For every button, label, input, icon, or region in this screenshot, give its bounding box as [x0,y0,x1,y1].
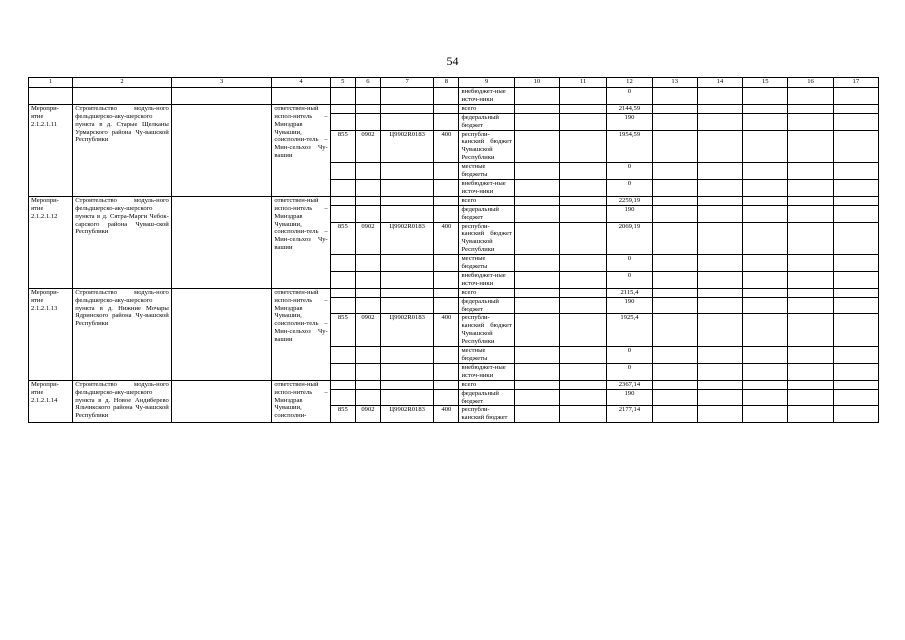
csr-cell [381,104,434,113]
header-cell: 17 [833,78,878,88]
empty-cell [833,288,878,297]
amount-cell: 190 [607,297,652,314]
empty-cell [330,88,355,105]
empty-cell [743,113,788,130]
vr-cell [434,205,459,222]
rzpr-cell [355,255,380,272]
empty-cell [743,163,788,180]
event-name-cell: Строительство модуль-ного фельдшерско-аку-шерского пункта в д. Сятра-Марги Чебок-сарского района Чуваш-ской Республики [73,196,172,288]
header-cell: 5 [330,78,355,88]
empty-cell [788,389,833,406]
header-cell: 11 [560,78,607,88]
vr-cell: 400 [434,406,459,423]
empty-cell [560,222,607,255]
amount-cell: 2367,14 [607,380,652,389]
grbs-cell [330,297,355,314]
empty-cell [833,380,878,389]
empty-cell [833,389,878,406]
grbs-cell [330,389,355,406]
empty-cell [833,163,878,180]
event-code-cell: Меропри-ятие 2.1.2.1.11 [29,104,73,196]
rzpr-cell [355,113,380,130]
empty-cell [652,363,697,380]
empty-cell [652,271,697,288]
grbs-cell [330,363,355,380]
funding-source-cell: республи-канский бюджет Чувашской Республики [459,314,514,347]
empty-cell [697,179,742,196]
rzpr-cell: 0902 [355,222,380,255]
amount-cell: 0 [607,163,652,180]
empty-cell [514,205,559,222]
header-cell: 8 [434,78,459,88]
csr-cell [381,389,434,406]
page-number: 54 [446,54,459,68]
empty-cell [833,104,878,113]
grbs-cell [330,163,355,180]
rzpr-cell [355,196,380,205]
funding-source-cell: федеральный бюджет [459,113,514,130]
header-cell: 10 [514,78,559,88]
grbs-cell [330,271,355,288]
empty-cell [697,380,742,389]
empty-cell [788,113,833,130]
header-cell: 4 [272,78,330,88]
empty-cell [514,297,559,314]
empty-cell [171,88,272,105]
funding-source-cell: федеральный бюджет [459,205,514,222]
table-row [29,104,879,113]
empty-cell [788,222,833,255]
empty-cell [788,130,833,163]
empty-cell [73,88,172,105]
csr-cell [381,347,434,364]
empty-cell [560,347,607,364]
empty-cell [652,255,697,272]
csr-cell [381,205,434,222]
empty-cell [833,271,878,288]
empty-cell [560,196,607,205]
empty-cell [833,406,878,423]
empty-cell [833,113,878,130]
csr-cell: Ц9902R0183 [381,406,434,423]
empty-cell [560,255,607,272]
funding-source-cell: всего [459,288,514,297]
empty-cell [697,205,742,222]
event-name-cell: Строительство модуль-ного фельдшерско-аку-шерского пункта в д. Нижние Мочары Ядринского района Чу-вашской Республики [73,288,172,380]
empty-cell [788,255,833,272]
grbs-cell [330,288,355,297]
empty-cell [560,163,607,180]
event-code-cell: Меропри-ятие 2.1.2.1.14 [29,380,73,423]
amount-cell: 0 [607,255,652,272]
funding-source-cell: внебюджет-ные источ-ники [459,179,514,196]
header-cell: 13 [652,78,697,88]
empty-cell [652,113,697,130]
empty-cell [514,314,559,347]
vr-cell [434,288,459,297]
empty-cell [434,88,459,105]
empty-cell [788,205,833,222]
event-name-cell: Строительство модуль-ного фельдшерско-аку-шерского пункта в д. Новое Андиберево Яльчикского района Чу-вашской Республики [73,380,172,423]
funding-source-cell: всего [459,104,514,113]
amount-cell: 0 [607,363,652,380]
empty-cell [697,255,742,272]
empty-cell [514,163,559,180]
funding-source-cell: федеральный бюджет [459,389,514,406]
budget-table [28,77,879,423]
amount-cell: 2069,19 [607,222,652,255]
empty-cell [514,179,559,196]
empty-cell [652,406,697,423]
empty-cell [788,363,833,380]
rzpr-cell [355,347,380,364]
header-cell: 14 [697,78,742,88]
rzpr-cell [355,179,380,196]
header-cell: 3 [171,78,272,88]
rzpr-cell: 0902 [355,314,380,347]
empty-cell [560,271,607,288]
empty-cell [697,222,742,255]
grbs-cell [330,113,355,130]
amount-cell: 190 [607,113,652,130]
empty-cell [788,380,833,389]
rzpr-cell [355,205,380,222]
empty-cell [743,406,788,423]
funding-source-cell: внебюджет-ные источ-ники [459,271,514,288]
empty-cell [652,314,697,347]
empty-cell [833,314,878,347]
amount-cell: 0 [607,88,652,105]
empty-cell [652,288,697,297]
empty-cell [833,255,878,272]
empty-cell [514,406,559,423]
csr-cell: Ц9902R0183 [381,130,434,163]
vr-cell: 400 [434,314,459,347]
vr-cell [434,389,459,406]
empty-cell [788,297,833,314]
empty-cell [514,88,559,105]
table-row [29,288,879,297]
empty-cell [171,288,272,380]
rzpr-cell [355,380,380,389]
amount-cell: 0 [607,347,652,364]
funding-source-cell: местные бюджеты [459,163,514,180]
funding-source-cell: республи-канский бюджет Чувашской Республики [459,130,514,163]
empty-cell [514,130,559,163]
empty-cell [833,222,878,255]
rzpr-cell [355,271,380,288]
grbs-cell [330,205,355,222]
rzpr-cell [355,297,380,314]
vr-cell: 400 [434,222,459,255]
header-cell: 2 [73,78,172,88]
amount-cell: 0 [607,271,652,288]
empty-cell [514,113,559,130]
empty-cell [652,347,697,364]
empty-cell [514,271,559,288]
empty-cell [697,288,742,297]
amount-cell: 2177,14 [607,406,652,423]
empty-cell [652,130,697,163]
empty-cell [743,288,788,297]
empty-cell [560,389,607,406]
vr-cell [434,347,459,364]
empty-cell [743,314,788,347]
grbs-cell [330,196,355,205]
empty-cell [652,196,697,205]
empty-cell [697,406,742,423]
empty-cell [697,314,742,347]
empty-cell [514,363,559,380]
rzpr-cell [355,163,380,180]
csr-cell: Ц9902R0183 [381,314,434,347]
empty-cell [833,130,878,163]
empty-cell [171,104,272,196]
empty-cell [833,205,878,222]
vr-cell [434,271,459,288]
vr-cell [434,363,459,380]
empty-cell [514,288,559,297]
header-cell: 6 [355,78,380,88]
funding-source-cell: местные бюджеты [459,255,514,272]
empty-cell [833,297,878,314]
empty-cell [743,255,788,272]
amount-cell: 190 [607,205,652,222]
amount-cell: 2115,4 [607,288,652,297]
empty-cell [833,179,878,196]
empty-cell [514,380,559,389]
empty-cell [652,297,697,314]
csr-cell: Ц9902R0183 [381,222,434,255]
empty-cell [697,163,742,180]
amount-cell: 1925,4 [607,314,652,347]
empty-cell [788,88,833,105]
empty-cell [171,196,272,288]
empty-cell [697,297,742,314]
empty-cell [743,179,788,196]
empty-cell [355,88,380,105]
csr-cell [381,255,434,272]
empty-cell [514,104,559,113]
event-code-cell: Меропри-ятие 2.1.2.1.13 [29,288,73,380]
header-cell: 16 [788,78,833,88]
rzpr-cell: 0902 [355,406,380,423]
empty-cell [697,196,742,205]
amount-cell: 2259,19 [607,196,652,205]
empty-cell [652,88,697,105]
empty-cell [381,88,434,105]
empty-cell [788,406,833,423]
empty-cell [652,389,697,406]
csr-cell [381,113,434,130]
empty-cell [833,88,878,105]
vr-cell [434,255,459,272]
amount-cell: 1954,59 [607,130,652,163]
csr-cell [381,179,434,196]
grbs-cell: 855 [330,406,355,423]
empty-cell [697,271,742,288]
empty-cell [743,389,788,406]
empty-cell [743,104,788,113]
funding-source-cell: всего [459,196,514,205]
empty-cell [514,347,559,364]
grbs-cell [330,255,355,272]
empty-cell [560,130,607,163]
empty-cell [833,347,878,364]
header-row [29,78,879,88]
csr-cell [381,363,434,380]
grbs-cell: 855 [330,222,355,255]
empty-cell [560,297,607,314]
funding-source-cell: федеральный бюджет [459,297,514,314]
empty-cell [652,222,697,255]
vr-cell [434,297,459,314]
empty-cell [788,288,833,297]
header-cell: 1 [29,78,73,88]
empty-cell [514,196,559,205]
empty-cell [560,363,607,380]
empty-cell [788,196,833,205]
grbs-cell: 855 [330,130,355,163]
empty-cell [788,347,833,364]
funding-source-cell: внебюджет-ные источ-ники [459,88,514,105]
empty-cell [514,222,559,255]
table-row [29,380,879,389]
empty-cell [560,104,607,113]
empty-cell [560,288,607,297]
empty-cell [743,130,788,163]
empty-cell [560,314,607,347]
empty-cell [833,196,878,205]
rzpr-cell [355,288,380,297]
grbs-cell [330,179,355,196]
empty-cell [788,104,833,113]
empty-cell [514,255,559,272]
executor-cell: ответствен-ный испол-нитель – Минздрав Чувашии, соисполни-тель – Мин-сельхоз Чу-вашии [272,104,330,196]
empty-cell [743,347,788,364]
funding-source-cell: республи-канский бюджет [459,406,514,423]
csr-cell [381,196,434,205]
rzpr-cell [355,389,380,406]
funding-source-cell: республи-канский бюджет Чувашской Республики [459,222,514,255]
empty-cell [788,163,833,180]
empty-cell [560,205,607,222]
empty-cell [560,179,607,196]
empty-cell [697,347,742,364]
executor-cell: ответствен-ный испол-нитель – Минздрав Чувашии, соисполни-тель – Мин-сельхоз Чу-вашии [272,196,330,288]
empty-cell [743,297,788,314]
table-row [29,196,879,205]
empty-cell [743,380,788,389]
empty-cell [788,314,833,347]
vr-cell [434,104,459,113]
empty-cell [697,113,742,130]
header-cell: 12 [607,78,652,88]
table-row [29,88,879,105]
empty-cell [743,222,788,255]
vr-cell [434,113,459,130]
executor-cell: ответствен-ный испол-нитель – Минздрав Чувашии, соисполни- [272,380,330,423]
empty-cell [697,363,742,380]
funding-source-cell: местные бюджеты [459,347,514,364]
empty-cell [697,88,742,105]
empty-cell [652,163,697,180]
rzpr-cell: 0902 [355,130,380,163]
vr-cell [434,179,459,196]
amount-cell: 190 [607,389,652,406]
csr-cell [381,288,434,297]
empty-cell [743,363,788,380]
header-cell: 15 [743,78,788,88]
csr-cell [381,380,434,389]
grbs-cell [330,380,355,389]
empty-cell [697,389,742,406]
vr-cell [434,163,459,180]
empty-cell [560,113,607,130]
empty-cell [652,104,697,113]
funding-source-cell: всего [459,380,514,389]
csr-cell [381,297,434,314]
empty-cell [272,88,330,105]
empty-cell [560,380,607,389]
empty-cell [697,130,742,163]
empty-cell [560,406,607,423]
empty-cell [743,271,788,288]
rzpr-cell [355,363,380,380]
empty-cell [652,380,697,389]
event-name-cell: Строительство модуль-ного фельдшерско-аку-шерского пункта в д. Старые Щелканы Урмарского района Чу-вашской Республики [73,104,172,196]
grbs-cell [330,347,355,364]
empty-cell [788,179,833,196]
vr-cell [434,380,459,389]
empty-cell [652,205,697,222]
event-code-cell: Меропри-ятие 2.1.2.1.12 [29,196,73,288]
empty-cell [171,380,272,423]
grbs-cell [330,104,355,113]
empty-cell [514,389,559,406]
empty-cell [833,363,878,380]
empty-cell [697,104,742,113]
header-cell: 7 [381,78,434,88]
vr-cell: 400 [434,130,459,163]
header-cell: 9 [459,78,514,88]
empty-cell [652,179,697,196]
empty-cell [743,205,788,222]
vr-cell [434,196,459,205]
amount-cell: 0 [607,179,652,196]
empty-cell [29,88,73,105]
executor-cell: ответствен-ный испол-нитель – Минздрав Чувашии, соисполни-тель – Мин-сельхоз Чу-вашии [272,288,330,380]
empty-cell [743,196,788,205]
csr-cell [381,163,434,180]
empty-cell [788,271,833,288]
funding-source-cell: внебюджет-ные источ-ники [459,363,514,380]
amount-cell: 2144,59 [607,104,652,113]
rzpr-cell [355,104,380,113]
empty-cell [743,88,788,105]
empty-cell [560,88,607,105]
grbs-cell: 855 [330,314,355,347]
csr-cell [381,271,434,288]
